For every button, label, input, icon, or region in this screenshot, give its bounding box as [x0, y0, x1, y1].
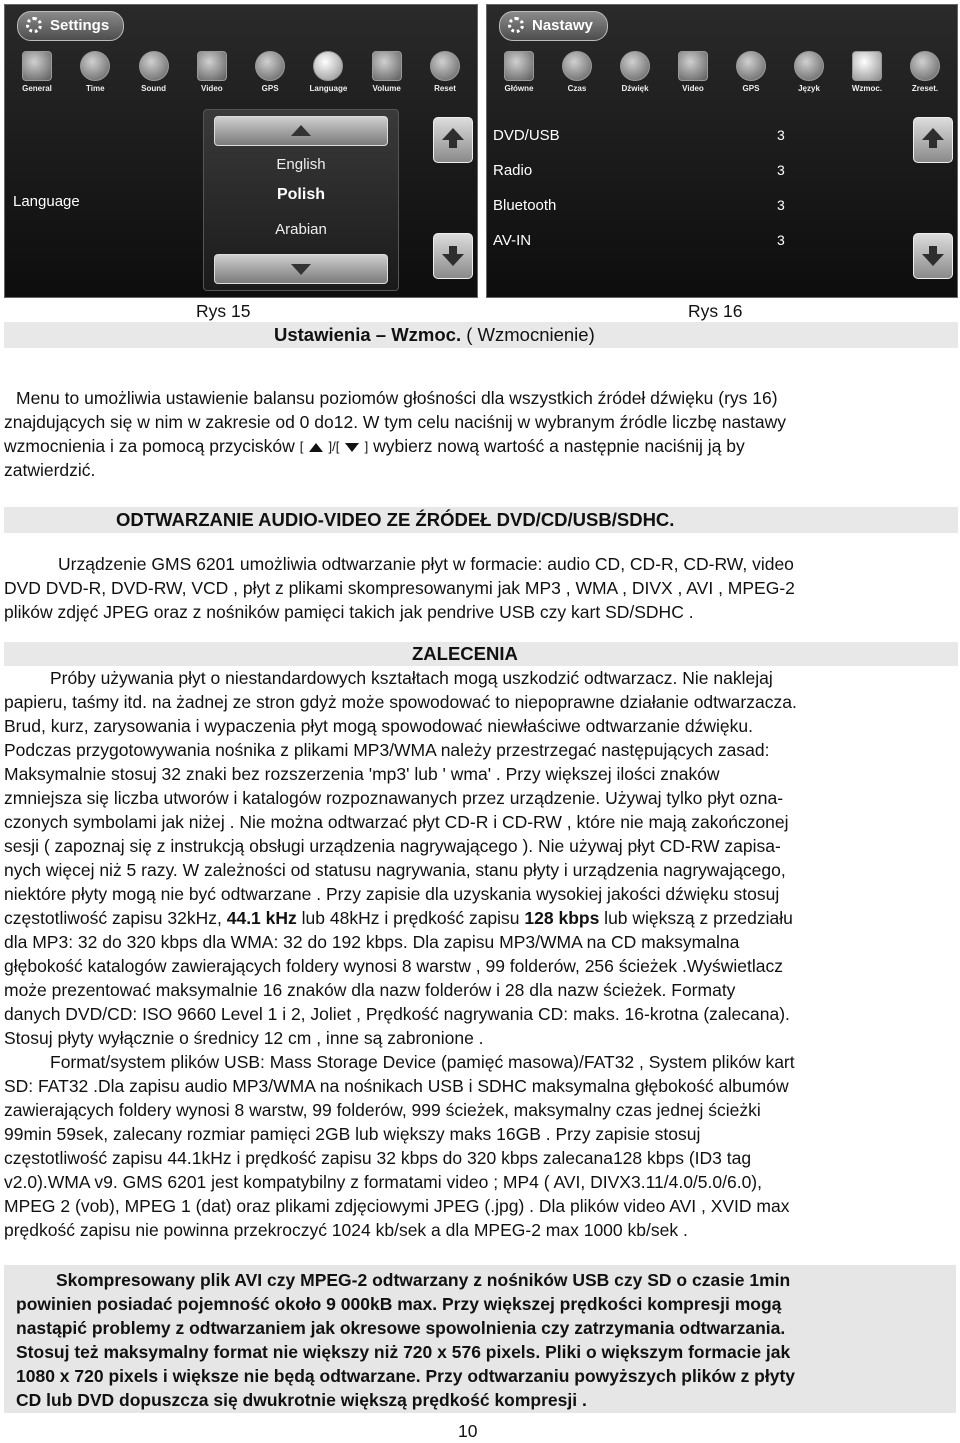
section3-line: dla MP3: 32 do 320 kbps dla WMA: 32 do 192 kbps. Dla zapisu MP3/WMA na CD maksymalna	[4, 932, 740, 952]
section3-heading: ZALECENIA	[412, 643, 518, 664]
tab-dzwiek[interactable]: Dźwięk	[607, 49, 663, 101]
gain-value-av-in[interactable]: 3	[777, 232, 785, 248]
arrow-up-icon	[922, 128, 944, 140]
nastawy-title: Nastawy	[532, 17, 593, 34]
section3-line: zawierających foldery wynosi 8 warstw, 99 folderów, 999 ścieżek, maksymalny czas jednej ścieżki	[4, 1100, 761, 1120]
section2-heading: ODTWARZANIE AUDIO-VIDEO ZE ŹRÓDEŁ DVD/CD/USB/SDHC.	[116, 509, 675, 530]
tab-time[interactable]: Time	[67, 49, 123, 101]
language-option-arabian[interactable]: Arabian	[275, 221, 327, 238]
page-up-button[interactable]	[913, 117, 953, 163]
section1-line: wzmocnienia i za pomocą przycisków [ ]/[ ] wybierz nową wartość a następnie naciśnij ją by	[4, 434, 745, 459]
clock-icon	[562, 51, 592, 81]
language-option-polish[interactable]: Polish	[276, 186, 325, 203]
gain-row-dvd-usb[interactable]: DVD/USB	[493, 127, 560, 144]
gear-icon	[508, 17, 524, 33]
section3-line: SD: FAT32 .Dla zapisu audio MP3/WMA na nośnikach USB i SDHC maksymalna głębokość albumów	[4, 1076, 789, 1096]
section3-line: Format/system plików USB: Mass Storage Device (pamięć masowa)/FAT32 , System plików kart	[50, 1052, 795, 1072]
volume-bars-icon	[852, 51, 882, 81]
section3-line: papieru, taśmy itd. na żadnej ze stron gdyż może spowodować to niepoprawne działanie odtwarzacza.	[4, 692, 797, 712]
settings-title: Settings	[50, 17, 110, 34]
tab-language[interactable]: Language	[300, 49, 356, 101]
section3-line: częstotliwość zapisu 32kHz, 44.1 kHz lub 48kHz i prędkość zapisu 128 kbps lub większą z przedziału	[4, 908, 793, 928]
section1-heading: Ustawienia – Wzmoc. ( Wzmocnienie)	[274, 324, 595, 345]
page-up-button[interactable]	[433, 117, 473, 163]
cube-icon	[22, 51, 52, 81]
notice-line: nastąpić problemy z odtwarzaniem jak okresowe spowolnienia czy zatrzymania odtwarzania.	[16, 1318, 786, 1338]
gain-row-av-in[interactable]: AV-IN	[493, 232, 532, 249]
section3-line: nych więcej niż 5 razy. W zależności od statusu nagrywania, stanu płyty i urządzenia nagrywającego,	[4, 860, 786, 880]
gain-list	[487, 109, 907, 289]
section3-line: niektóre płyty mogą nie być odtwarzane . Przy zapisie dla uzyskania wysokiej jakości dźwięku stosuj	[4, 884, 780, 904]
tab-video[interactable]: Video	[184, 49, 240, 101]
up-key-icon: [ ]	[299, 439, 333, 455]
arrow-up-icon	[442, 128, 464, 140]
page-number: 10	[458, 1421, 478, 1441]
notice-line: CD lub DVD dopuszcza się dwukrotnie większą prędkość kompresji .	[16, 1390, 587, 1410]
volume-bars-icon	[372, 51, 402, 81]
film-icon	[197, 51, 227, 81]
triangle-up-icon	[291, 125, 311, 136]
section3-line: v2.0).WMA v9. GMS 6201 jest kompatybilny z formatami video ; MP4 ( AVI, DIVX3.11/4.0/5.0/6.0),	[4, 1172, 762, 1192]
tab-sound[interactable]: Sound	[126, 49, 182, 101]
gear-icon	[26, 17, 42, 33]
section3-line: prędkość zapisu nie powinna przekroczyć 1024 kb/sek a dla MPEG-2 max 1000 kb/sek .	[4, 1220, 688, 1240]
tab-reset[interactable]: Reset	[417, 49, 473, 101]
gain-row-bluetooth[interactable]: Bluetooth	[493, 197, 557, 214]
gain-value-dvd-usb[interactable]: 3	[777, 127, 785, 143]
section2-line: Urządzenie GMS 6201 umożliwia odtwarzanie płyt w formacie: audio CD, CD-R, CD-RW, video	[58, 554, 794, 574]
tab-glowne[interactable]: Główne	[491, 49, 547, 101]
section3-line: Podczas przygotowywania nośnika z plikami MP3/WMA należy przestrzegać następujących zasad:	[4, 740, 770, 760]
gps-pin-icon	[255, 51, 285, 81]
page-down-button[interactable]	[913, 233, 953, 279]
notice-line: Skompresowany plik AVI czy MPEG-2 odtwarzany z nośników USB czy SD o czasie 1min	[56, 1270, 791, 1290]
film-icon	[678, 51, 708, 81]
section2-line: DVD DVD-R, DVD-RW, VCD , płyt z plikami skompresowanymi jak MP3 , WMA , DIVX , AVI , MPEG-2	[4, 578, 795, 598]
notice-line: Stosuj też maksymalny format nie większy niż 720 x 576 pixels. Pliki o większym formacie jak	[16, 1342, 791, 1362]
notice-line: powinien posiadać pojemność około 9 000kB max. Przy większej prędkości kompresji mogą	[16, 1294, 782, 1314]
tab-general[interactable]: General	[9, 49, 65, 101]
gain-row-radio[interactable]: Radio	[493, 162, 533, 179]
language-row-label: Language	[13, 193, 80, 210]
section2-line: plików zdjęć JPEG oraz z nośników pamięci takich jak pendrive USB czy kart SD/SDHC .	[4, 602, 694, 622]
reset-gear-icon	[430, 51, 460, 81]
section3-line: danych DVD/CD: ISO 9660 Level 1 i 2, Joliet , Prędkość nagrywania CD: maks. 16-krotna (zalecana).	[4, 1004, 790, 1024]
arrow-down-icon	[442, 254, 464, 266]
section3-line: 99min 59sek, zalecany rozmiar pamięci 2GB lub większy maks 16GB . Przy zapisie stosuj	[4, 1124, 701, 1144]
section3-line: sesji ( zapoznaj się z instrukcją obsługi urządzenia nagrywającego ). Nie używaj płyt CD-RW zapisa-	[4, 836, 781, 856]
clock-icon	[80, 51, 110, 81]
tab-jezyk[interactable]: Język	[781, 49, 837, 101]
caption-right: Rys 16	[688, 301, 743, 321]
tab-gps[interactable]: GPS	[242, 49, 298, 101]
language-scroll-down-button[interactable]	[214, 254, 388, 284]
gps-pin-icon	[736, 51, 766, 81]
speech-bubble-icon	[794, 51, 824, 81]
tab-zreset[interactable]: Zreset.	[897, 49, 953, 101]
language-scroll-up-button[interactable]	[214, 116, 388, 146]
page-down-button[interactable]	[433, 233, 473, 279]
down-key-icon: [ ]	[335, 439, 369, 455]
settings-tab-bar	[9, 49, 473, 101]
language-option-english[interactable]: English	[276, 156, 326, 173]
section1-line: zatwierdzić.	[4, 460, 96, 480]
section3-line: czonych symbolami jak niżej . Nie można odtwarzać płyt CD-R i CD-RW , które nie mają zakończonej	[4, 812, 789, 832]
notice-line: 1080 x 720 pixels i większe nie będą odtwarzane. Przy odtwarzaniu powyższych plików z płyty	[16, 1366, 796, 1386]
settings-title-button[interactable]	[17, 11, 124, 41]
tab-czas[interactable]: Czas	[549, 49, 605, 101]
cube-icon	[504, 51, 534, 81]
section3-line: może prezentować maksymalnie 16 znaków dla nazw folderów i 28 dla nazw ścieżek. Formaty	[4, 980, 736, 1000]
section3-line: Brud, kurz, zarysowania i wypaczenia płyt mogą spowodować niewłaściwe odtwarzanie dźwięku.	[4, 716, 753, 736]
nastawy-tab-bar	[491, 49, 953, 101]
tab-video[interactable]: Video	[665, 49, 721, 101]
speech-bubble-icon	[313, 51, 343, 81]
section3-line: MPEG 2 (vob), MPEG 1 (dat) oraz plikami zdjęciowymi JPEG (.jpg) . Dla plików video AVI , XVID max	[4, 1196, 790, 1216]
section3-line: Próby używania płyt o niestandardowych kształtach mogą uszkodzić odtwarzacz. Nie naklejaj	[50, 668, 773, 688]
section3-line: Stosuj płyty wyłącznie o średnicy 12 cm , inne są zabronione .	[4, 1028, 484, 1048]
caption-left: Rys 15	[196, 301, 251, 321]
section1-line: znajdujących się w nim w zakresie od 0 do12. W tym celu naciśnij w wybranym źródle liczbę nastawy	[4, 412, 786, 432]
section3-line: Maksymalnie stosuj 32 znaki bez rozszerzenia 'mp3' lub ' wma' . Przy większej ilości znaków	[4, 764, 720, 784]
speaker-icon	[620, 51, 650, 81]
nastawy-screenshot	[486, 4, 958, 298]
triangle-down-icon	[291, 264, 311, 275]
section1-line: Menu to umożliwia ustawienie balansu poziomów głośności dla wszystkich źródeł dźwięku (rys 16)	[16, 388, 778, 408]
gain-value-radio[interactable]: 3	[777, 162, 785, 178]
nastawy-title-button[interactable]	[499, 11, 608, 41]
speaker-icon	[139, 51, 169, 81]
section3-line: głębokość katalogów zawierających foldery wynosi 8 warstw , 99 folderów, 256 ścieżek .Wyświetlacz	[4, 956, 783, 976]
reset-gear-icon	[910, 51, 940, 81]
arrow-down-icon	[922, 254, 944, 266]
tab-wzmoc[interactable]: Wzmoc.	[839, 49, 895, 101]
tab-gps[interactable]: GPS	[723, 49, 779, 101]
settings-screenshot	[4, 4, 478, 298]
gain-value-bluetooth[interactable]: 3	[777, 197, 785, 213]
tab-volume[interactable]: Volume	[359, 49, 415, 101]
section3-line: częstotliwość zapisu 44.1kHz i prędkość zapisu 32 kbps do 320 kbps zalecana128 kbps (ID3 tag	[4, 1148, 752, 1168]
language-picker	[203, 109, 399, 291]
section3-line: zmniejsza się liczba utworów i katalogów rozpoznawanych przez urządzenie. Używaj tylko płyt ozna-	[4, 788, 784, 808]
